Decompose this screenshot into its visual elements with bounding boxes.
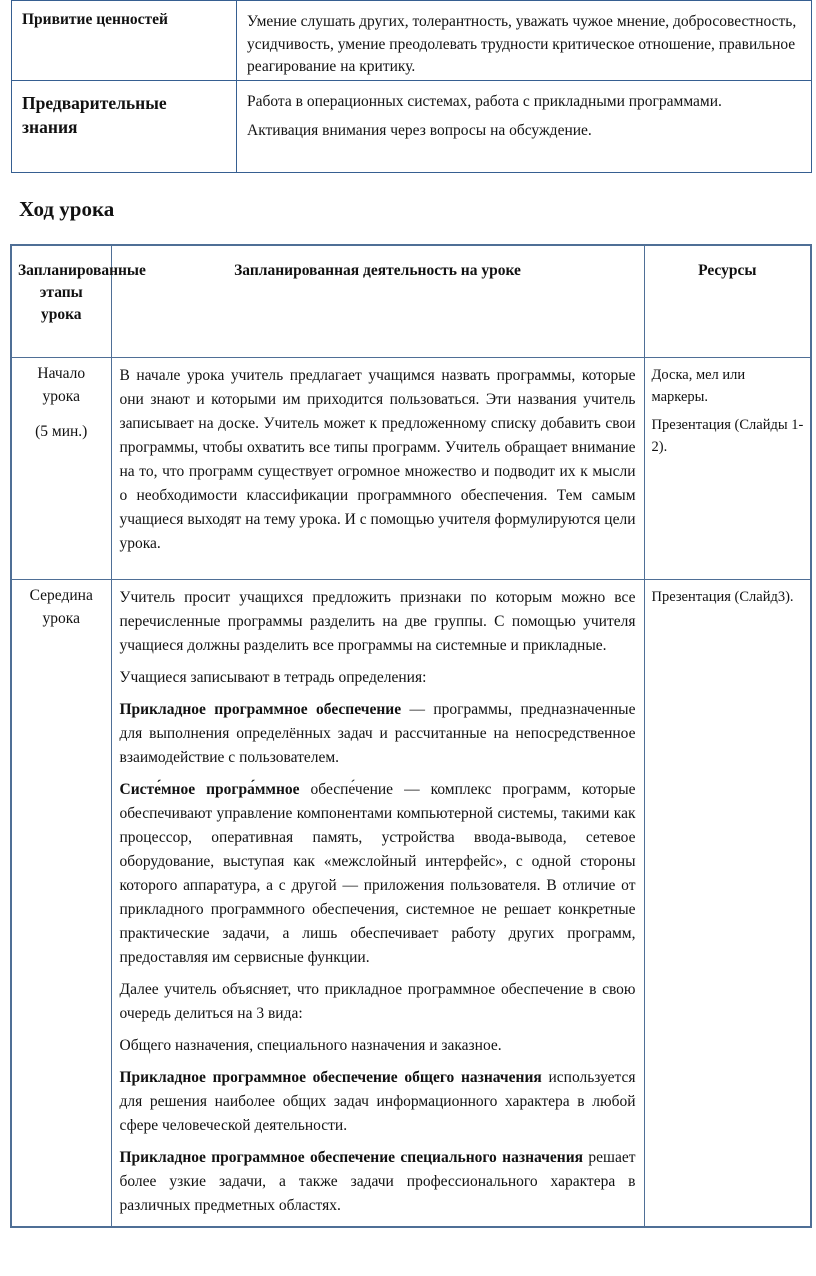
resource-cell-middle: [644, 579, 811, 1227]
values-row: [12, 1, 812, 81]
stage-start-duration: (5 мин.): [35, 422, 88, 440]
resource-start-1: Доска, мел или маркеры.: [651, 366, 746, 405]
stage-start-label: Начало урока: [37, 364, 86, 405]
definition-special-text: решает более узкие задачи, а также задачи профессионального характера в различных предметных областях.: [119, 1148, 636, 1214]
resource-middle-1: Презентация (Слайд3).: [651, 588, 794, 605]
header-stages: Запланированные этапы урока: [11, 245, 111, 357]
values-label: Привитие ценностей: [12, 1, 237, 81]
term-special-purpose: Прикладное программное обеспечение специального назначения: [119, 1148, 584, 1166]
definition-system-text: обеспе́чение — комплекс программ, которые обеспечивают управление компонентами компьютерной системы, такими как процессор, оперативная память, устройства ввода-вывода, сетевое оборудование, выступая как «межслойный интерфейс», с одной стороны которого аппаратура, а с другой — приложения пользователя. В отличие от прикладного программного обеспечения, системное не решает конкретные практические задачи, а лишь обеспечивает работу других программ, предоставляя им сервисные функции.: [119, 780, 636, 966]
lesson-table-header: [11, 245, 811, 357]
activity-middle-p5: Далее учитель объясняет, что прикладное программное обеспечение в свою очередь делиться на 3 вида:: [119, 980, 636, 1022]
definition-general-purpose: [120, 1066, 636, 1138]
definition-system-software: [120, 778, 636, 970]
prior-knowledge-text-2: Активация внимания через вопросы на обсуждение.: [247, 121, 592, 139]
term-applied-software: Прикладное программное обеспечение: [119, 700, 402, 718]
resource-cell-start: [644, 357, 811, 579]
lesson-row-start: [11, 357, 811, 579]
values-knowledge-table: [11, 0, 812, 173]
activity-middle-p1: Учитель просит учащихся предложить признаки по которым можно все перечисленные программы разделить на две группы. С помощью учителя учащиеся должны разделить все программы на системные и прикладные.: [119, 588, 636, 654]
section-heading: Ход урока: [19, 197, 115, 221]
header-resources: Ресурсы: [644, 245, 811, 357]
definition-general-text: используется для решения наиболее общих задач информационного характера в любой сфере человеческой деятельности.: [119, 1068, 636, 1134]
stage-cell-start: [11, 357, 111, 579]
definition-applied-text: — программы, предназначенные для выполнения определённых задач и рассчитанные на непосредственное взаимодействие с пользователем.: [119, 700, 636, 766]
stage-middle-label: Середина урока: [29, 586, 93, 627]
header-activity: Запланированная деятельность на уроке: [111, 245, 644, 357]
prior-knowledge-label: Предварительные знания: [12, 81, 237, 173]
activity-cell-start: [111, 357, 644, 579]
prior-knowledge-row: [12, 81, 812, 173]
prior-knowledge-content: [237, 81, 812, 173]
stage-cell-middle: [11, 579, 111, 1227]
activity-middle-p2: Учащиеся записывают в тетрадь определения:: [119, 668, 427, 686]
prior-knowledge-text-1: Работа в операционных системах, работа с прикладными программами.: [247, 93, 722, 110]
lesson-row-middle: [11, 579, 811, 1227]
term-general-purpose: Прикладное программное обеспечение общего назначения: [119, 1068, 542, 1086]
lesson-plan-table: [10, 244, 812, 1228]
term-system-software: Систе́мное програ́ммное: [119, 780, 300, 798]
activity-start-text: В начале урока учитель предлагает учащимся назвать программы, которые они знают и которыми им приходится пользоваться. Эти названия учитель записывает на доске. Учитель может к предложенному списку добавить свои программы, чтобы охватить все типы программ. Учитель обращает внимание на то, что программ существует огромное множество и подводит их к мысли о необходимости классификации программного обеспечения. Тем самым учащиеся выходят на тему урока. И с помощью учителя формулируются цели урока.: [119, 366, 636, 552]
definition-special-purpose: [120, 1146, 636, 1218]
activity-middle-p6: Общего назначения, специального назначения и заказное.: [119, 1036, 502, 1054]
values-content: Умение слушать других, толерантность, уважать чужое мнение, добросовестность, усидчивость, умение преодолевать трудности критическое отношение, правильное реагирование на критику.: [237, 1, 812, 81]
definition-applied-software: [120, 698, 636, 770]
resource-start-2: Презентация (Слайды 1-2).: [651, 416, 804, 455]
activity-cell-middle: [111, 579, 644, 1227]
